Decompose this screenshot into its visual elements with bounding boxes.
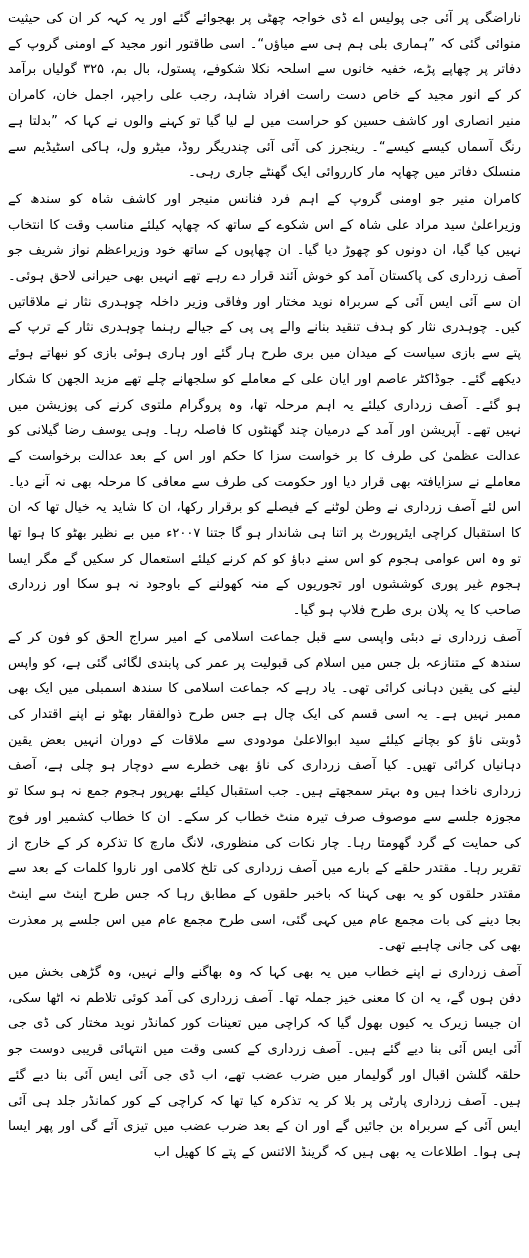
article-paragraph-4: آصف زرداری نے اپنے خطاب میں یہ بھی کہا کہ وہ بھاگنے والے نہیں، وہ گڑھی بخش میں دفن ہوں گے، یہ ان کا معنی خیز جملہ تھا۔ آصف زرداری کی آمد کوئی تلاطم نہ اٹھا سکی، ان جیسا زیرک یہ کیوں بھول گیا کہ کراچی میں تعینات کور کمانڈر نوید مختار کی ڈی جی آئی ایس آئی بنا دیے گئے ہیں۔ آصف زرداری کے کسی وقت میں انتہائی قریبی دوست جو حلقہ گلشن اقبال اور گولیمار میں ضرب عضب تھے، اب ڈی جی آئی ایس آئی بنا دیے گئے ہیں۔ آصف زرداری پارٹی پر بلا کر یہ تذکرہ کیا تھا کہ کراچی کے کور کمانڈر جلد ہی آئی ایس آئی کے سربراہ بن جائیں گے اور ان کے بعد ضرب عضب میں تیزی آئے گی اور پھر ایسا ہی ہوا۔ اطلاعات یہ بھی ہیں کہ گرینڈ الائنس کے پتے کا کھیل اب [8, 965, 521, 1160]
article-paragraph-1: ناراضگی پر آئی جی پولیس اے ڈی خواجہ چھٹی پر بھجوائے گئے اور یہ کہہ کر ان کی حیثیت منوائی گئی کہ ”ہماری بلی ہم ہی سے میاؤں“۔ اسی طاقتور انور مجید کے اومنی گروپ کے دفاتر پر چھاپے پڑے، خفیہ خانوں سے اسلحہ نکلا شکوفے، پستول، بال بم، ۳۲۵ گولیاں برآمد کر کے انور مجید کے خاص دست راست افراد شاہد، رجب علی راجپر، اجمل خان، کامران منیر انصاری اور کاشف حسین کو حراست میں لے لیا گیا تو کہنے والوں نے کہا کہ ”بدلتا ہے رنگ آسماں کیسے کیسے“۔ رینجرز کی آئی آئی چندریگر روڈ، میٹرو ول، ہاکی اسٹیڈیم سے منسلک دفاتر میں چھاپہ مار کارروائی ایک گھنٹے جاری رہی۔ [8, 11, 521, 181]
article-paragraph-3: آصف زرداری نے دبئی واپسی سے قبل جماعت اسلامی کے امیر سراج الحق کو فون کر کے سندھ کے متنازعہ بل جس میں اسلام کی قبولیت پر عمر کی پابندی لگائی گئی ہے، کو واپس لینے کی یقین دہانی کرائی تھی۔ یاد رہے کہ جماعت اسلامی کا سندھ اسمبلی میں ایک بھی ممبر نہیں ہے۔ یہ اسی قسم کی ایک چال ہے جس طرح ذوالفقار بھٹو نے اپنے اقتدار کی ڈوبتی ناؤ کو بچانے کیلئے سید ابوالاعلیٰ مودودی سے ملاقات کے دوران انہیں بعض یقین دہانیاں کرائی تھیں۔ کیا آصف زرداری کی ناؤ بھی خطرے سے دوچار ہو چلی ہے، آصف زرداری ناخدا ہیں وہ بہتر سمجھتے ہیں۔ جب استقبال کیلئے بھرپور ہجوم جمع نہ ہو سکا تو مجوزہ جلسے سے موصوف صرف تیرہ منٹ خطاب کر سکے۔ ان کا خطاب کشمیر اور فوج کی حمایت کے گرد گھومتا رہا۔ چار نکات کی منظوری، لانگ مارچ کا تذکرہ کر کے خارج از تقریر رہا۔ مقتدر حلقے کے بارے میں آصف زرداری کی تلخ کلامی اور ناروا کلمات کے بعد سے مقتدر حلقوں کو یہ بھی کہنا کہ باخبر حلقوں کے مطابق رہا کہ جس طرح اینٹ سے اینٹ بجا دینے کی بات مجمع عام میں کہی گئی، اسی طرح مجمع عام میں اس جلسے پر معذرت بھی کی جانی چاہیے تھی۔ [8, 629, 521, 954]
article-paragraph-2: کامران منیر جو اومنی گروپ کے اہم فرد فنانس منیجر اور کاشف شاہ کو سندھ کے وزیراعلیٰ سید مراد علی شاہ کے اس شکوے کے ساتھ کہ چھاپہ کیلئے مناسب وقت کا انتخاب نہیں کیا گیا، ان دونوں کو چھوڑ دیا گیا۔ ان چھاپوں کے ساتھ خود وزیراعظم نواز شریف جو آصف زرداری کی پاکستان آمد کو خوش آئند قرار دے رہے تھے انہیں بھی حیرانی لاحق ہوئی۔ ان سے آئی ایس آئی کے سربراہ نوید مختار اور وفاقی وزیر داخلہ چوہدری نثار نے ملاقاتیں کیں۔ چوہدری نثار کو ہدف تنقید بنانے والے پی پی کے جیالے رہنما چوہدری نثار کے ترپ کے پتے سے بازی سیاست کے میدان میں بری طرح ہار گئے اور ہاری ہوئی بازی کو نبھاتے ہوئے دیکھے گئے۔ جوڈاکٹر عاصم اور ایان علی کے معاملے کو سلجھانے چلے تھے مزید الجھن کا شکار ہو گئے۔ آصف زرداری کیلئے یہ اہم مرحلہ تھا، وہ پروگرام ملتوی کرنے کی پوزیشن میں نہیں تھے۔ آپریشن اور آمد کے درمیان چند گھنٹوں کا فاصلہ رہا۔ وہی یوسف رضا گیلانی کو عدالت عظمیٰ کی طرف کا بر خواست سزا کا حکم اور اس کے بعد عدالت برخواست کے معاملے نے سزایافتہ بھی قرار دیا اور حکومت کی طرف سے معافی کا مرحلہ بھی نہ آنے دیا۔ اس لئے آصف زرداری نے وطن لوٹنے کے فیصلے کو برقرار رکھا، ان کا شاید یہ خیال تھا کہ ان کا استقبال کراچی ایئرپورٹ پر اتنا ہی شاندار ہو گا جتنا ۲۰۰۷ء میں بے نظیر بھٹو کا ہوا تھا تو وہ اس عوامی ہجوم کو اس سنے دباؤ کو کم کرنے کیلئے استعمال کر سکیں گے مگر ایسا ہجوم غیر پوری کوششوں اور تجوریوں کے منہ کھولنے کے باوجود نہ ہو سکا اور زرداری صاحب کا یہ پلان بری طرح فلاپ ہو گیا۔ [8, 191, 521, 619]
